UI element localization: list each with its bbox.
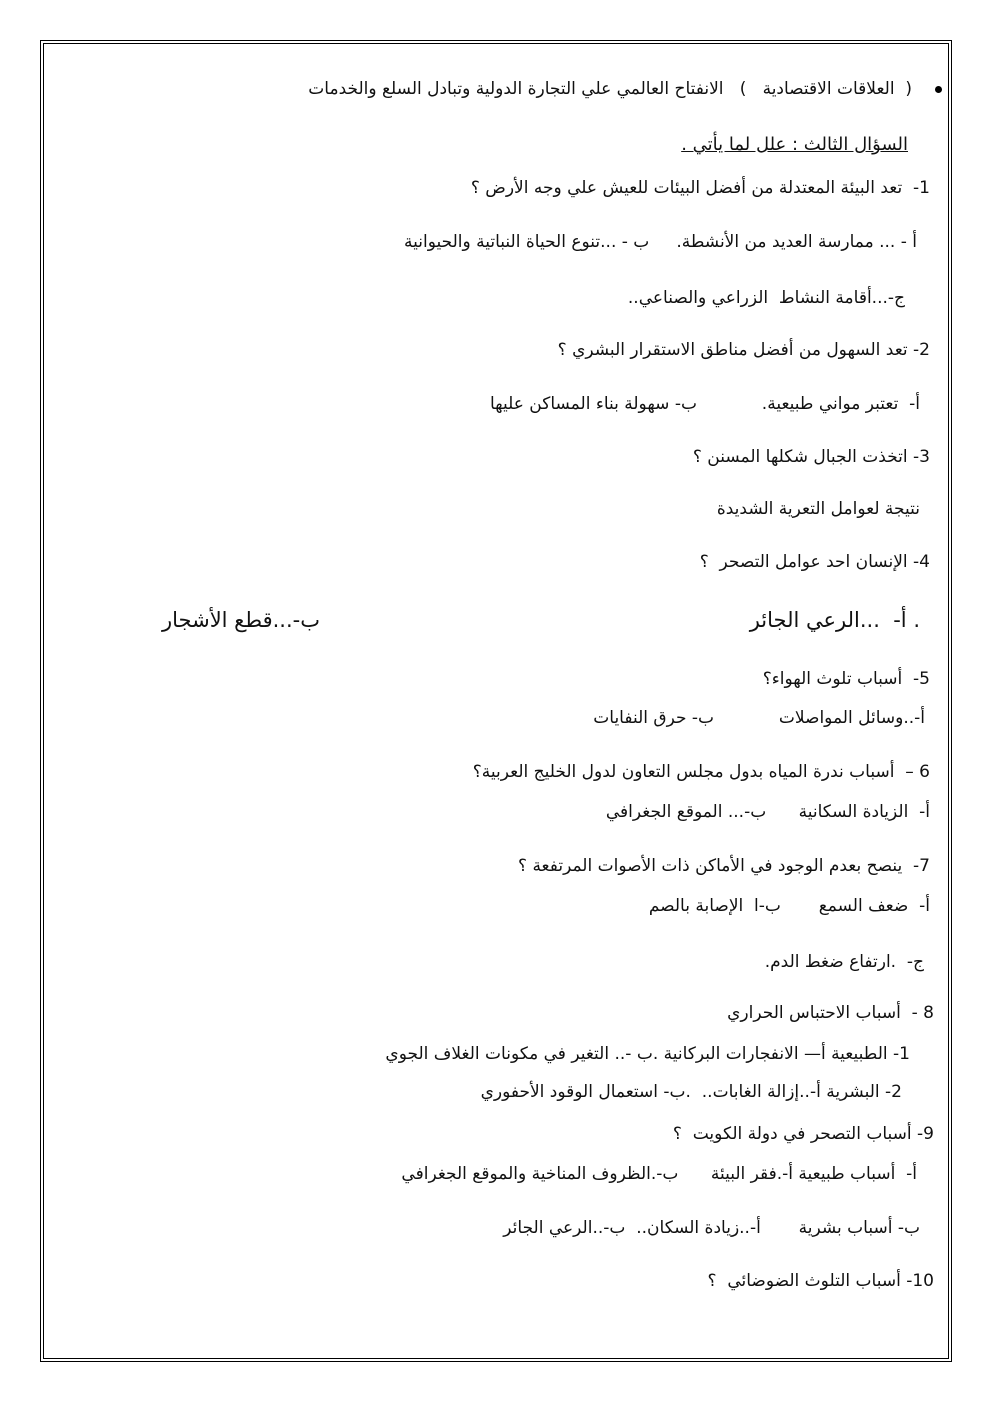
answer-8-1: 1- الطبيعية أ— الانفجارات البركانية .ب -.. التغير في مكونات الغلاف الجوي xyxy=(385,1044,910,1064)
answer-6: أ- الزيادة السكانية ب-... الموقع الجغرافي xyxy=(605,802,930,822)
question-9: 9- أسباب التصحر في دولة الكويت ؟ xyxy=(672,1124,934,1144)
answer-9-b: ب- أسباب بشرية أ-..زيادة السكان.. ب-..الرعي الجائر xyxy=(503,1218,920,1238)
question-6: 6 – أسباب ندرة المياه بدول مجلس التعاون لدول الخليج العربية؟ xyxy=(472,762,930,782)
question-4: 4- الإنسان احد عوامل التصحر ؟ xyxy=(699,552,930,572)
answer-7-a: أ- ضعف السمع ب-ا الإصابة بالصم xyxy=(648,896,930,916)
intro-line: ( العلاقات الاقتصادية ) الانفتاح العالمي علي التجارة الدولية وتبادل السلع والخدمات xyxy=(308,79,912,99)
answer-7-c: ج- .ارتفاع ضغط الدم. xyxy=(764,952,924,972)
answer-3: نتيجة لعوامل التعرية الشديدة xyxy=(716,499,920,519)
question-1: 1- تعد البيئة المعتدلة من أفضل البيئات للعيش علي وجه الأرض ؟ xyxy=(470,178,930,198)
answer-8-2: 2- البشرية أ-..إزالة الغابات.. .ب- استعمال الوقود الأحفوري xyxy=(480,1082,902,1102)
answer-4-a: . أ- ...الرعي الجائر xyxy=(749,608,920,632)
question-8: 8 - أسباب الاحتباس الحراري xyxy=(727,1003,934,1023)
bullet-icon xyxy=(935,86,942,93)
answer-1-a: أ - ... ممارسة العديد من الأنشطة. ب - ...تنوع الحياة النباتية والحيوانية xyxy=(404,232,917,252)
question-10: 10- أسباب التلوث الضوضائي ؟ xyxy=(707,1271,934,1291)
answer-2: أ- تعتبر مواني طبيعية. ب- سهولة بناء المساكن عليها xyxy=(489,394,920,414)
answer-4-b: ب-...قطع الأشجار xyxy=(162,608,320,632)
section-title: السؤال الثالث : علل لما يأتي . xyxy=(681,134,908,155)
question-2: 2- تعد السهول من أفضل مناطق الاستقرار البشري ؟ xyxy=(557,340,930,360)
answer-1-c: ج-...أقامة النشاط الزراعي والصناعي.. xyxy=(627,288,905,308)
question-7: 7- ينصح بعدم الوجود في الأماكن ذات الأصوات المرتفعة ؟ xyxy=(518,856,930,876)
question-5: 5- أسباب تلوث الهواء؟ xyxy=(762,669,930,689)
answer-5: أ-..وسائل المواصلات ب- حرق النفايات xyxy=(593,708,925,728)
question-3: 3- اتخذت الجبال شكلها المسنن ؟ xyxy=(692,447,930,467)
answer-9-a: أ- أسباب طبيعية أ-.فقر البيئة ب-.الظروف المناخية والموقع الجغرافي xyxy=(401,1164,917,1184)
